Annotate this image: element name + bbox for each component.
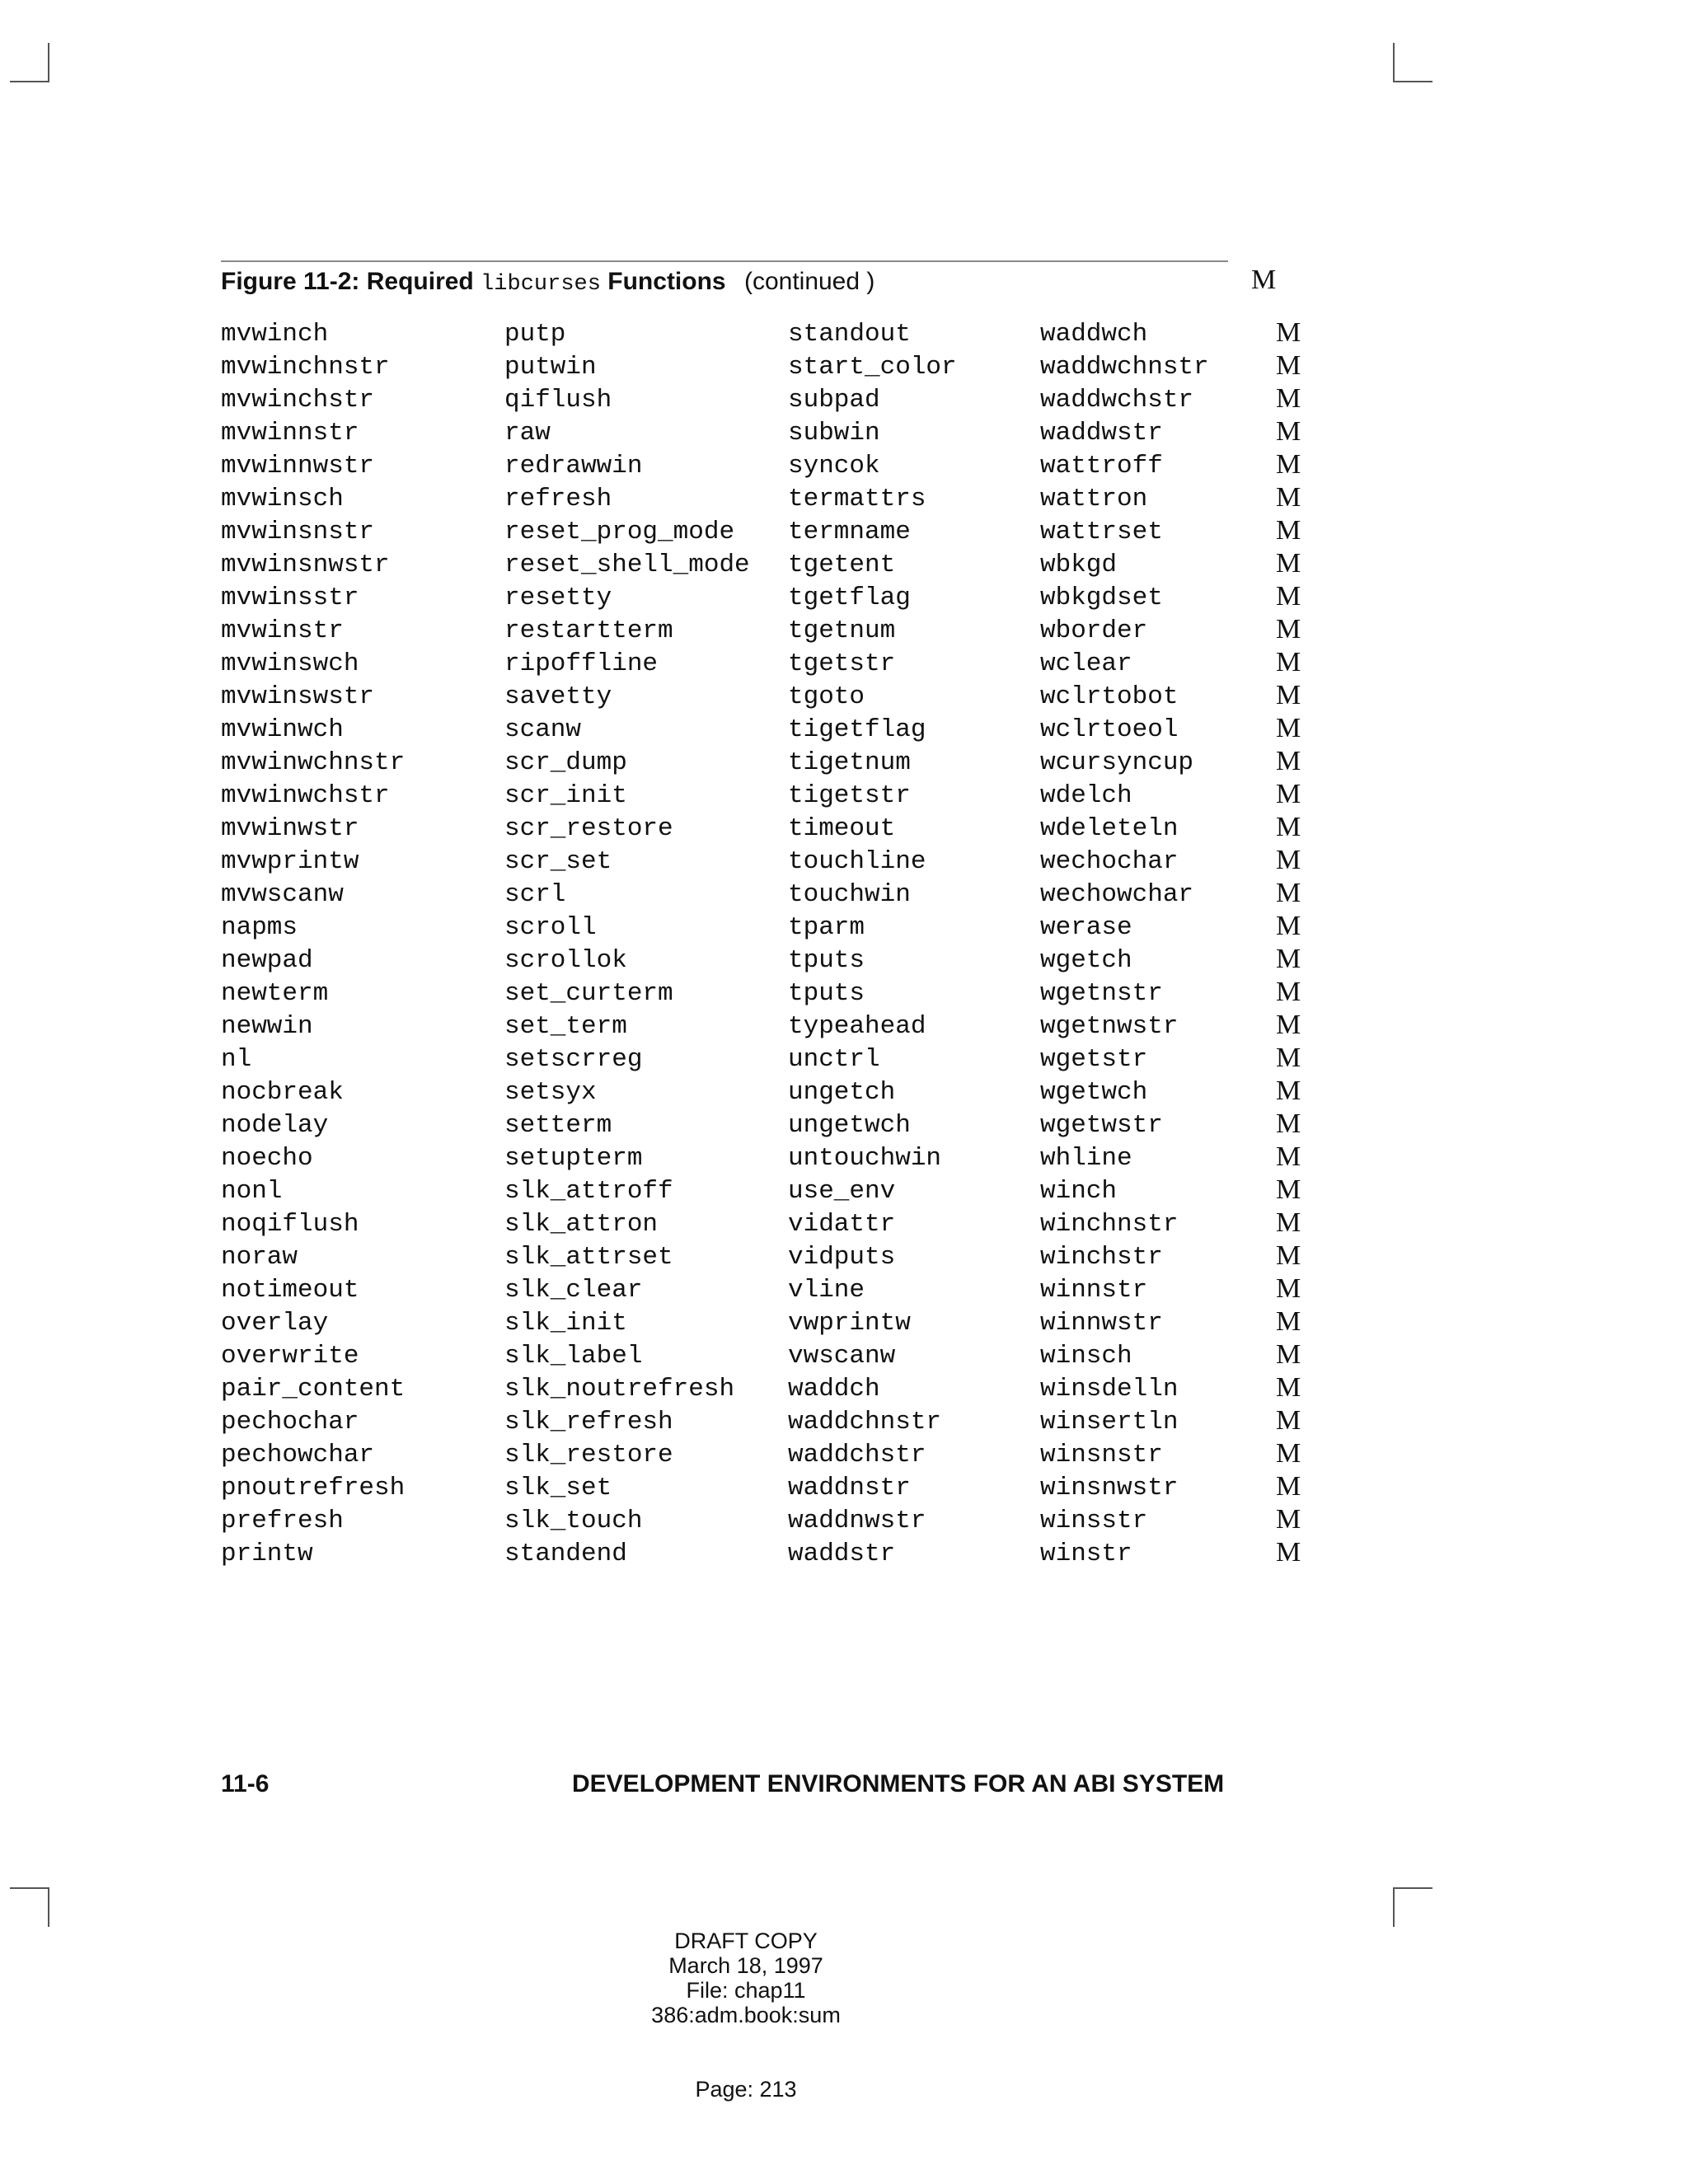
function-name: waddwchstr [1040,386,1194,415]
function-name: reset_prog_mode [504,518,735,546]
function-name: mvwinch [221,320,329,349]
function-name: tigetstr [788,781,911,810]
change-mark: M [1276,1306,1301,1337]
change-mark: M [1276,878,1301,908]
function-name: nl [221,1045,252,1074]
function-name: newpad [221,946,313,975]
change-mark: M [1276,1372,1301,1403]
function-name: wborder [1040,616,1148,645]
draft-line: DRAFT COPY [674,1929,818,1953]
function-name: mvwinswch [221,649,359,678]
footer-page-ref: 11-6 [221,1770,270,1797]
function-name: slk_attroff [504,1177,673,1206]
change-mark: M [1276,1108,1301,1139]
function-name: slk_set [504,1474,612,1502]
function-name: subpad [788,386,880,415]
function-name: reset_shell_mode [504,551,750,579]
function-name: restartterm [504,616,673,645]
function-name: wechochar [1040,847,1179,876]
change-mark: M [1276,548,1301,579]
change-mark: M [1276,350,1301,381]
caption-library-name: libcurses [481,272,601,297]
draft-file: File: chap11 [686,1978,806,2003]
function-name: untouchwin [788,1144,942,1173]
function-name: setupterm [504,1144,643,1173]
function-name: tigetnum [788,748,911,777]
function-name: mvwinsstr [221,583,359,612]
function-name: slk_clear [504,1276,643,1305]
function-name: waddch [788,1375,880,1404]
draft-stamp [577,1929,915,2027]
function-name: nocbreak [221,1078,344,1107]
function-name: wclrtoeol [1040,715,1179,744]
figure-rule [221,260,1228,262]
function-name: setsyx [504,1078,597,1107]
function-name: waddnstr [788,1474,911,1502]
function-name: prefresh [221,1507,344,1535]
change-mark: M [1276,746,1301,776]
function-name: subwin [788,419,880,448]
function-name: mvwinnwstr [221,452,375,480]
change-mark: M [1276,614,1301,644]
change-mark: M [1276,581,1301,612]
draft-book: 386:adm.book:sum [651,2003,841,2027]
function-name: winsnwstr [1040,1474,1179,1502]
function-name: winnstr [1040,1276,1148,1305]
change-mark: M [1276,1240,1301,1271]
function-name: mvwinswstr [221,682,375,711]
crop-mark-top-right-h [1393,81,1432,82]
function-name: nodelay [221,1111,329,1140]
function-name: winstr [1040,1540,1132,1568]
function-name: set_term [504,1012,627,1041]
function-name: waddchstr [788,1441,926,1469]
function-name: wdeleteln [1040,814,1179,843]
caption-figure-number: Figure 11-2: [221,268,360,295]
footer-title: DEVELOPMENT ENVIRONMENTS FOR AN ABI SYSTEM [572,1770,1225,1797]
function-name: wcursyncup [1040,748,1194,777]
function-name: timeout [788,814,896,843]
function-name: wgetch [1040,946,1132,975]
function-name: scrollok [504,946,627,975]
function-name: unctrl [788,1045,880,1074]
function-name: winchnstr [1040,1210,1179,1239]
change-mark: M [1276,1010,1301,1040]
function-name: pechowchar [221,1441,375,1469]
function-name: wechowchar [1040,880,1194,909]
page-number: Page: 213 [695,2077,797,2102]
change-mark: M [1276,944,1301,974]
function-name: mvwscanw [221,880,344,909]
function-name: standout [788,320,911,349]
function-name: mvwinchnstr [221,353,390,382]
function-name: mvwinwstr [221,814,359,843]
function-name: mvwinnstr [221,419,359,448]
function-name: mvwinstr [221,616,344,645]
function-name: setterm [504,1111,612,1140]
change-mark: M [1276,647,1301,677]
function-name: mvwprintw [221,847,359,876]
function-name: tgetnum [788,616,896,645]
change-mark: M [1276,680,1301,710]
change-mark: M [1276,911,1301,941]
function-name: winsstr [1040,1507,1148,1535]
function-name: syncok [788,452,880,480]
function-name: scr_set [504,847,612,876]
function-name: scr_restore [504,814,673,843]
change-mark: M [1276,1043,1301,1073]
function-name: slk_init [504,1309,627,1338]
function-name: vwscanw [788,1342,896,1371]
function-name: slk_restore [504,1441,673,1469]
function-name: winsertln [1040,1408,1179,1436]
function-name: pair_content [221,1375,406,1404]
function-name: mvwinchstr [221,386,375,415]
function-name: waddnwstr [788,1507,926,1535]
function-name: werase [1040,913,1132,942]
change-mark: M [1276,779,1301,809]
function-name: set_curterm [504,979,673,1008]
function-name: ungetwch [788,1111,911,1140]
function-name: vidattr [788,1210,896,1239]
function-name: wgetnstr [1040,979,1163,1008]
change-mark: M [1276,416,1301,447]
function-name: whline [1040,1144,1132,1173]
function-name: wgetstr [1040,1045,1148,1074]
function-name: tputs [788,979,865,1008]
function-name: scr_dump [504,748,627,777]
function-name: tgetflag [788,583,911,612]
function-name: newwin [221,1012,313,1041]
function-name: use_env [788,1177,896,1206]
change-mark: M [1276,1438,1301,1469]
function-name: putp [504,320,566,349]
caption-continued: (continued ) [743,268,875,295]
function-name: vline [788,1276,865,1305]
function-name: slk_touch [504,1507,643,1535]
function-name: tgetstr [788,649,896,678]
change-mark: M [1276,515,1301,546]
function-name: wbkgdset [1040,583,1163,612]
crop-mark-top-left-v [48,43,49,82]
crop-mark-bottom-right-h [1393,1887,1432,1889]
crop-mark-bottom-right-v [1393,1887,1395,1927]
change-mark: M [1276,1405,1301,1436]
function-name: printw [221,1540,313,1568]
function-name: winchstr [1040,1243,1163,1272]
function-name: slk_refresh [504,1408,673,1436]
change-mark: M [1276,482,1301,513]
crop-mark-top-left-h [10,81,49,82]
function-name: wgetwstr [1040,1111,1163,1140]
function-name: vwprintw [788,1309,911,1338]
function-name: wclear [1040,649,1132,678]
function-name: refresh [504,485,612,513]
function-name: waddstr [788,1540,896,1568]
function-name: wattroff [1040,452,1163,480]
function-name: napms [221,913,298,942]
change-mark: M [1276,317,1301,348]
function-name: waddwch [1040,320,1148,349]
change-mark: M [1276,1273,1301,1304]
change-mark: M [1276,449,1301,480]
function-name: putwin [504,353,597,382]
caption-required: Required [366,268,474,295]
function-name: tigetflag [788,715,926,744]
function-name: wgetnwstr [1040,1012,1179,1041]
function-name: raw [504,419,551,448]
change-mark: M [1276,713,1301,743]
change-mark: M [1276,1174,1301,1205]
caption-change-mark: M [1251,265,1277,295]
function-name: setscrreg [504,1045,643,1074]
change-mark: M [1276,1537,1301,1568]
function-name: wbkgd [1040,551,1118,579]
caption-functions: Functions [607,268,726,295]
function-name: mvwinwchnstr [221,748,406,777]
function-name: wclrtobot [1040,682,1179,711]
function-name: scanw [504,715,582,744]
change-mark: M [1276,1207,1301,1238]
function-name: scroll [504,913,597,942]
function-name: scr_init [504,781,627,810]
function-name: redrawwin [504,452,643,480]
function-name: slk_noutrefresh [504,1375,735,1404]
function-name: resetty [504,583,612,612]
function-name: pnoutrefresh [221,1474,406,1502]
function-name: touchwin [788,880,911,909]
function-name: start_color [788,353,957,382]
function-name: waddwchnstr [1040,353,1209,382]
function-name: termattrs [788,485,926,513]
function-name: mvwinsch [221,485,344,513]
function-name: mvwinsnwstr [221,551,390,579]
function-name: tgetent [788,551,896,579]
function-name: standend [504,1540,627,1568]
change-mark: M [1276,1076,1301,1106]
function-name: winnwstr [1040,1309,1163,1338]
function-name: mvwinwchstr [221,781,390,810]
function-name: nonl [221,1177,283,1206]
function-name: winch [1040,1177,1118,1206]
function-name: pechochar [221,1408,359,1436]
function-name: ungetch [788,1078,896,1107]
function-name: overlay [221,1309,329,1338]
function-name: notimeout [221,1276,359,1305]
function-name: newterm [221,979,329,1008]
function-name: scrl [504,880,566,909]
change-mark: M [1276,1504,1301,1535]
change-mark: M [1276,812,1301,842]
change-mark: M [1276,1141,1301,1172]
function-name: noecho [221,1144,313,1173]
figure-caption [221,265,874,301]
change-mark: M [1276,1471,1301,1502]
function-name: winsnstr [1040,1441,1163,1469]
function-name: touchline [788,847,926,876]
draft-date: March 18, 1997 [668,1953,823,1978]
function-name: noraw [221,1243,298,1272]
function-name: slk_attron [504,1210,659,1239]
change-mark: M [1276,977,1301,1007]
function-name: ripoffline [504,649,659,678]
function-name: overwrite [221,1342,359,1371]
change-mark: M [1276,845,1301,875]
function-name: wdelch [1040,781,1132,810]
change-mark: M [1276,383,1301,414]
function-name: savetty [504,682,612,711]
function-name: winsdelln [1040,1375,1179,1404]
crop-mark-bottom-left-h [10,1887,49,1889]
function-name: slk_attrset [504,1243,673,1272]
function-name: tparm [788,913,865,942]
crop-mark-bottom-left-v [48,1887,49,1927]
function-name: winsch [1040,1342,1132,1371]
function-name: tgoto [788,682,865,711]
function-name: wgetwch [1040,1078,1148,1107]
function-name: vidputs [788,1243,896,1272]
function-name: qiflush [504,386,612,415]
function-name: typeahead [788,1012,926,1041]
function-name: tputs [788,946,865,975]
function-name: slk_label [504,1342,643,1371]
change-mark: M [1276,1339,1301,1370]
function-name: wattron [1040,485,1148,513]
function-name: mvwinwch [221,715,344,744]
crop-mark-top-right-v [1393,43,1395,82]
function-name: waddwstr [1040,419,1163,448]
function-name: noqiflush [221,1210,359,1239]
function-name: mvwinsnstr [221,518,375,546]
function-name: termname [788,518,911,546]
function-name: waddchnstr [788,1408,942,1436]
function-name: wattrset [1040,518,1163,546]
